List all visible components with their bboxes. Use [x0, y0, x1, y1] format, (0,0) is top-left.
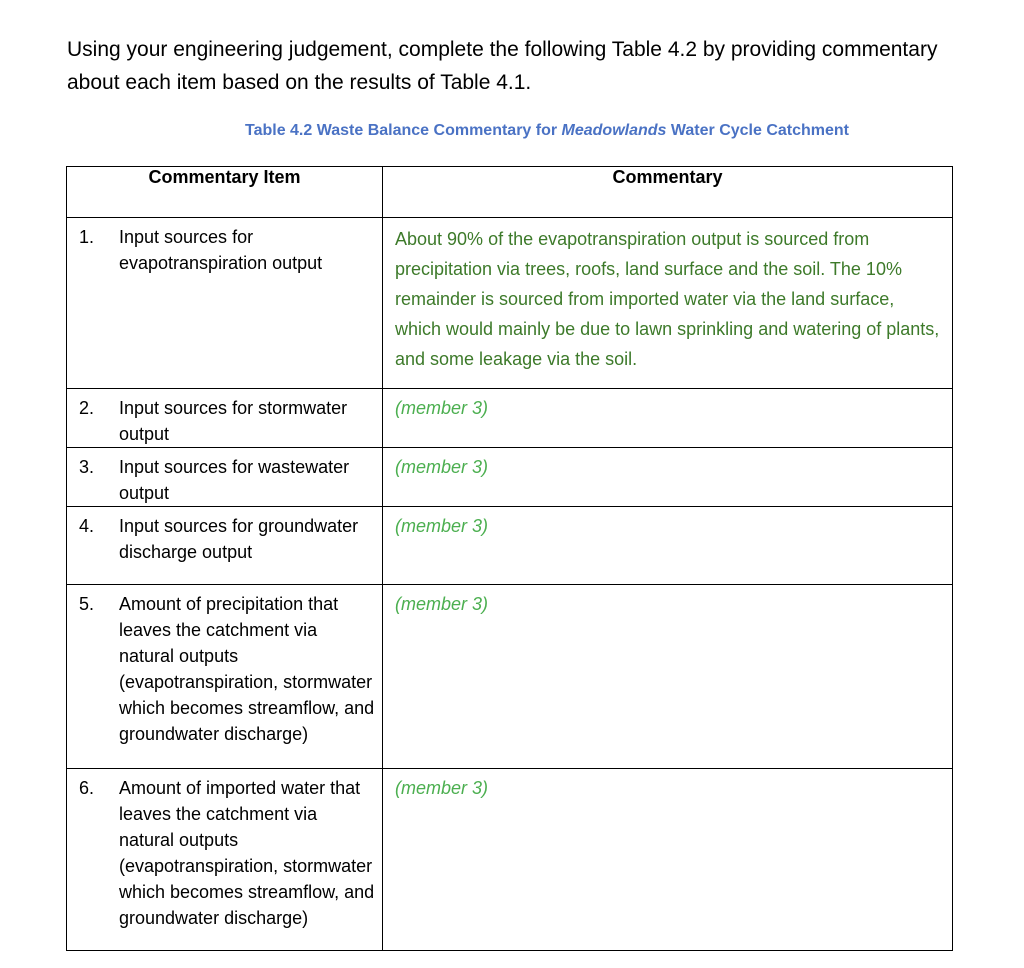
header-commentary-item: Commentary Item — [67, 167, 383, 218]
waste-balance-table — [66, 166, 953, 951]
table-row — [67, 769, 953, 951]
table-row — [67, 218, 953, 389]
row-number: 2. — [79, 398, 95, 418]
commentary-cell[interactable] — [383, 448, 953, 507]
intro-paragraph: Using your engineering judgement, complete the following Table 4.2 by providing commentary about each item based on the results of Table 4.1. — [67, 38, 938, 94]
commentary-item: Amount of imported water that leaves the catchment via natural outputs (evapotranspiration, stormwater which becomes streamflow, and groundwater discharge) — [119, 778, 375, 928]
commentary-text: (member 3) — [395, 594, 489, 614]
row-number: 5. — [79, 594, 95, 614]
commentary-cell[interactable] — [383, 585, 953, 769]
table-caption — [0, 122, 1024, 140]
commentary-item: Input sources for evapotranspiration output — [119, 227, 323, 273]
header-commentary: Commentary — [383, 167, 953, 218]
row-number: 6. — [79, 778, 95, 798]
row-number: 4. — [79, 516, 95, 536]
commentary-cell[interactable] — [383, 218, 953, 389]
caption-suffix: Water Cycle Catchment — [666, 122, 850, 139]
commentary-cell[interactable] — [383, 507, 953, 585]
caption-emphasis: Meadowlands — [561, 122, 667, 139]
commentary-item: Input sources for stormwater output — [119, 398, 348, 444]
commentary-item: Input sources for groundwater discharge output — [119, 516, 359, 562]
row-number: 3. — [79, 457, 95, 477]
commentary-cell[interactable] — [383, 389, 953, 448]
commentary-item: Amount of precipitation that leaves the catchment via natural outputs (evapotranspiration, stormwater which becomes streamflow, and groundwater discharge) — [119, 594, 375, 744]
table-row — [67, 448, 953, 507]
commentary-text: (member 3) — [395, 516, 489, 536]
table-row — [67, 585, 953, 769]
commentary-cell[interactable] — [383, 769, 953, 951]
table-row — [67, 389, 953, 448]
table-header-row — [67, 167, 953, 218]
table-row — [67, 507, 953, 585]
caption-prefix: Table 4.2 Waste Balance Commentary for — [244, 122, 562, 139]
row-number: 1. — [79, 227, 95, 247]
commentary-text: (member 3) — [395, 457, 489, 477]
commentary-text: (member 3) — [395, 398, 489, 418]
commentary-item: Input sources for wastewater output — [119, 457, 350, 503]
commentary-text: (member 3) — [395, 778, 489, 798]
commentary-text: About 90% of the evapotranspiration output is sourced from precipitation via trees, roofs, land surface and the soil. The 10% remainder is sourced from imported water via the land surface, which would mainly be due to lawn sprinkling and watering of plants, and some leakage via the soil. — [395, 229, 940, 369]
